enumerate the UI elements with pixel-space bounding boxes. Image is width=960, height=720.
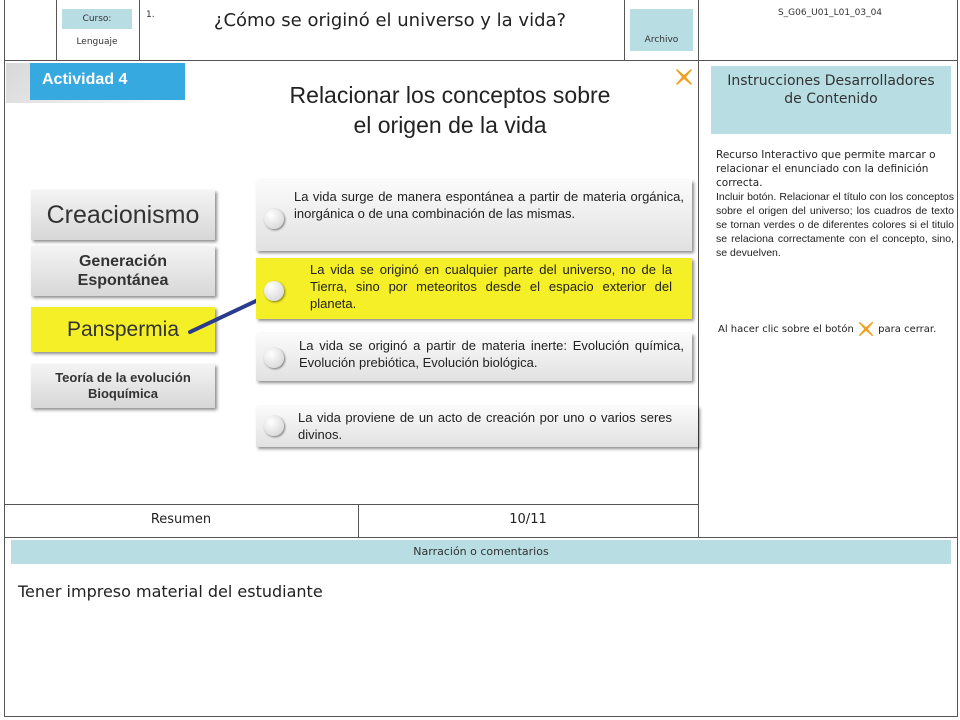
close-icon[interactable]: [674, 67, 694, 87]
concept-panspermia[interactable]: Panspermia: [31, 307, 215, 352]
instructions-text-2: Incluir botón. Relacionar el título con los conceptos sobre el origen del universo; los cuadros de texto se tornan verdes o de diferentes colores si el titulo se relaciona correctamente con el concepto, sino, se devuelven.: [716, 191, 954, 259]
page-counter: 10/11: [509, 512, 547, 527]
instructions-body: [716, 148, 954, 260]
activity-tab: [30, 63, 185, 100]
definition-generacion[interactable]: [256, 180, 692, 251]
narration-text: Tener impreso material del estudiante: [18, 582, 323, 601]
close-note-after: para cerrar.: [878, 324, 937, 335]
definition-evolucion-bioquimica[interactable]: [256, 333, 692, 381]
concept-generacion-espontanea[interactable]: Generación Espontánea: [31, 246, 215, 296]
radio-dot-icon[interactable]: [264, 416, 284, 436]
file-code: S_G06_U01_L01_03_04: [777, 8, 883, 18]
concept-creacionismo[interactable]: Creacionismo: [31, 190, 215, 240]
radio-dot-icon[interactable]: [264, 281, 284, 301]
instructions-title: Instrucciones Desarrolladores de Contenido: [711, 66, 951, 134]
archivo-text: Archivo: [644, 35, 679, 45]
definition-text: La vida se originó a partir de materia inerte: Evolución química, Evolución prebiótica, Evolución biológica.: [299, 338, 684, 370]
resumen-label: Resumen: [150, 512, 212, 527]
activity-title-line1: Relacionar los conceptos sobre: [289, 82, 611, 108]
course-label: Curso:: [62, 9, 132, 29]
narration-frame: [4, 537, 958, 717]
definition-panspermia[interactable]: [256, 258, 692, 319]
concept-teoria-evolucion-bioquimica[interactable]: Teoría de la evolución Bioquímica: [31, 364, 215, 408]
definition-text: La vida proviene de un acto de creación por uno o varios seres divinos.: [298, 410, 672, 442]
narration-label: Narración o comentarios: [11, 540, 951, 564]
instructions-close-note: [718, 320, 954, 338]
activity-title-line2: el origen de la vida: [353, 112, 547, 138]
close-note-before: Al hacer clic sobre el botón: [718, 324, 854, 335]
radio-dot-icon[interactable]: [264, 209, 284, 229]
slide-number: 1.: [146, 10, 155, 20]
archivo-label: [630, 9, 693, 51]
close-icon: [857, 320, 875, 338]
activity-tab-label: Actividad 4: [42, 71, 128, 88]
definition-creacionismo[interactable]: [256, 406, 698, 447]
instructions-text-1: Recurso Interactivo que permite marcar o relacionar el enunciado con la definición correcta.: [716, 149, 936, 189]
radio-dot-icon[interactable]: [264, 348, 284, 368]
definition-text: La vida se originó en cualquier parte del universo, no de la Tierra, sino por meteoritos desde el espacio exterior del planeta.: [310, 262, 672, 311]
activity-title: [230, 80, 670, 140]
course-value: Lenguaje: [76, 37, 118, 47]
page-title: ¿Cómo se originó el universo y la vida?: [213, 10, 567, 31]
definition-text: La vida surge de manera espontánea a partir de materia orgánica, inorgánica o de una combinación de las mismas.: [294, 189, 684, 221]
